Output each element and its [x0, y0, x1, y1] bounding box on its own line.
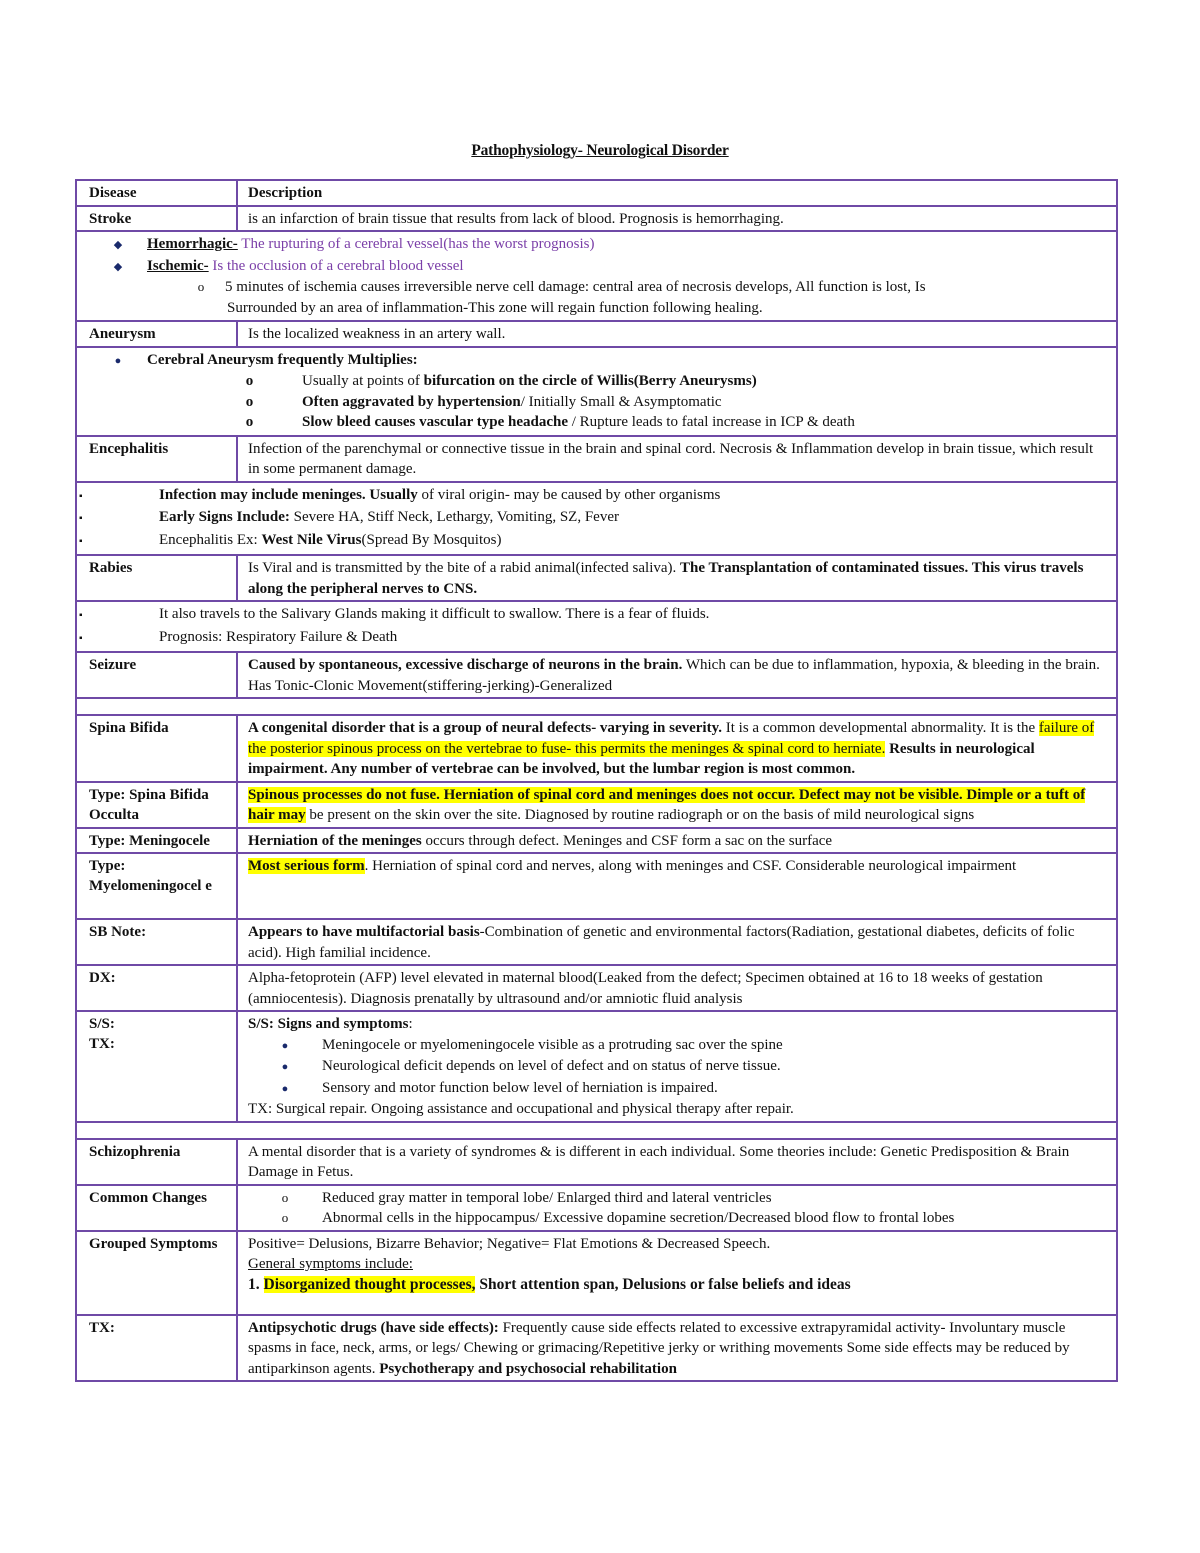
list-item: o Reduced gray matter in temporal lobe/ Enlarged third and lateral ventricles [248, 1188, 1108, 1209]
stroke-details [77, 232, 1116, 320]
table-row-stroke [77, 205, 1116, 231]
desc-rabies: Is Viral and is transmitted by the bite of a rabid animal(infected saliva). The Transplantation of contaminated tissues. This virus travels along the peripheral nerves to CNS. [248, 560, 1084, 597]
list-item: ▪ Encephalitis Ex: West Nile Virus(Spread By Mosquitos) [77, 530, 1108, 553]
dot-bullet-icon: ● [281, 1061, 289, 1073]
square-bullet-icon: ▪ [79, 610, 83, 621]
table-row-occulta [77, 781, 1116, 827]
disease-stroke: Stroke [77, 207, 238, 231]
desc-dx: Alpha-fetoprotein (AFP) level elevated in maternal blood(Leaked from the defect; Specimen obtained at 16 to 18 weeks of gestation (amniocentesis). Diagnosis prenatally by ultrasound and/or amniotic fluid analysis [248, 970, 1043, 1007]
disease-seizure: Seizure [77, 653, 238, 697]
desc-ss-tx: S/S: Signs and symptoms: ● Meningocele or myelomeningocele visible as a protruding sac over the spine ● Neurological deficit depends on level of defect and on status of nerve tissue. ● Sensory and motor function below level of herniation is impaired. TX: Surgical repair. Ongoing assistance and occupational and physical therapy after repair. [238, 1012, 1116, 1121]
table-row-grouped-symptoms [77, 1230, 1116, 1314]
disease-sb-note: SB Note: [77, 920, 238, 964]
list-item: ▪ Early Signs Include: Severe HA, Stiff Neck, Lethargy, Vomiting, SZ, Fever [77, 507, 1108, 530]
square-bullet-icon: ▪ [79, 490, 83, 502]
disease-common-changes: Common Changes [77, 1186, 238, 1230]
circle-bullet-icon: o [281, 1189, 289, 1205]
circle-bullet-icon: o [245, 393, 254, 410]
desc-sb-note: Appears to have multifactorial basis-Combination of genetic and environmental factors(Radiation, gestational diabetes, deficits of folic acid). High familial incidence. [248, 924, 1075, 961]
disease-occulta: Type: Spina Bifida Occulta [77, 783, 238, 827]
table-row-ss-tx [77, 1010, 1116, 1121]
table-row-encephalitis-details [77, 481, 1116, 555]
page-title: Pathophysiology- Neurological Disorder [471, 142, 729, 159]
dot-bullet-icon: ● [281, 1082, 289, 1095]
desc-stroke: is an infarction of brain tissue that results from lack of blood. Prognosis is hemorrhaging. [248, 210, 784, 227]
table-row-aneurysm [77, 320, 1116, 346]
circle-bullet-icon: o [281, 1210, 289, 1225]
table-row-spina-bifida [77, 714, 1116, 781]
list-item: ● Sensory and motor function below level of herniation is impaired. [248, 1078, 1108, 1100]
list-item: ● Cerebral Aneurysm frequently Multiplies: [77, 350, 1108, 372]
list-item: ● Neurological deficit depends on level of defect and on status of nerve tissue. [248, 1056, 1108, 1078]
dot-bullet-icon: ● [114, 354, 122, 367]
list-item: o Usually at points of bifurcation on the circle of Willis(Berry Aneurysms) [77, 371, 1108, 392]
square-bullet-icon: ▪ [79, 513, 83, 524]
list-item: o Often aggravated by hypertension/ Initially Small & Asymptomatic [77, 392, 1108, 413]
desc-encephalitis: Infection of the parenchymal or connective tissue in the brain and spinal cord. Necrosis & Inflammation develop in brain tissue, which result in some permanent damage. [248, 440, 1094, 477]
desc-tx: Antipsychotic drugs (have side effects): Frequently cause side effects related to excessive extrapyramidal activity- Involuntary muscle spasms in face, neck, arms, or legs/ Chewing or grimacing/Repetitive jerky or writhing movements Some side effects may be reduced by antiparkinson agents. Psychotherapy and psychosocial rehabilitation [248, 1319, 1070, 1377]
list-item: o Slow bleed causes vascular type headache / Rupture leads to fatal increase in ICP & death [77, 412, 1108, 433]
list-item: ◆ Ischemic- Is the occlusion of a cerebral blood vessel [77, 256, 1108, 278]
disease-meningocele: Type: Meningocele [77, 829, 238, 853]
dot-bullet-icon: ● [281, 1039, 289, 1052]
table-row-dx [77, 964, 1116, 1010]
desc-schizophrenia: A mental disorder that is a variety of syndromes & is different in each individual. Some theories include: Genetic Predisposition & Brain Damage in Fetus. [248, 1143, 1070, 1180]
table-row-schizophrenia [77, 1138, 1116, 1184]
stroke-subtext-continued: Surrounded by an area of inflammation-This zone will regain function following healing. [227, 299, 763, 316]
table-row-stroke-details [77, 230, 1116, 320]
rabies-details [77, 602, 1116, 651]
desc-meningocele: Herniation of the meninges occurs through defect. Meninges and CSF form a sac on the surface [248, 832, 833, 849]
disease-myelomeningocele: Type: Myelomeningocel e [77, 854, 238, 918]
list-item: ▪ It also travels to the Salivary Glands making it difficult to swallow. There is a fear of fluids. [77, 604, 1108, 627]
disease-dx: DX: [77, 966, 238, 1010]
table-row-empty [77, 1121, 1116, 1138]
disease-aneurysm: Aneurysm [77, 322, 238, 346]
disease-schizophrenia: Schizophrenia [77, 1140, 238, 1184]
list-item: o Abnormal cells in the hippocampus/ Excessive dopamine secretion/Decreased blood flow to frontal lobes [248, 1208, 1108, 1229]
table-row-tx [77, 1314, 1116, 1381]
table-row-sb-note [77, 918, 1116, 964]
disorder-table [75, 179, 1118, 1382]
disease-grouped-symptoms: Grouped Symptoms [77, 1232, 238, 1314]
list-item: ◆ Hemorrhagic- The rupturing of a cerebral vessel(has the worst prognosis) [77, 234, 1108, 256]
desc-aneurysm: Is the localized weakness in an artery wall. [248, 326, 506, 342]
list-item: ▪ Infection may include meninges. Usually of viral origin- may be caused by other organisms [77, 485, 1108, 508]
list-item: o 5 minutes of ischemia causes irreversible nerve cell damage: central area of necrosis develops, All function is lost, Is [77, 277, 1108, 298]
disease-encephalitis: Encephalitis [77, 437, 238, 481]
diamond-bullet-icon: ◆ [113, 239, 123, 251]
desc-common-changes [238, 1186, 1116, 1230]
table-row-rabies [77, 554, 1116, 600]
table-row-meningocele [77, 827, 1116, 853]
table-header-row [77, 181, 1116, 205]
square-bullet-icon: ▪ [79, 632, 83, 644]
circle-bullet-icon: o [197, 279, 205, 294]
disease-tx: TX: [77, 1316, 238, 1381]
desc-grouped-symptoms: Positive= Delusions, Bizarre Behavior; Negative= Flat Emotions & Decreased Speech. General symptoms include: 1. Disorganized thought processes, Short attention span, Delusions or false beliefs and ideas [248, 1235, 851, 1293]
diamond-bullet-icon: ◆ [113, 260, 123, 273]
table-row-encephalitis [77, 435, 1116, 481]
circle-bullet-icon: o [245, 414, 254, 430]
desc-spina-bifida: A congenital disorder that is a group of neural defects- varying in severity. It is a common developmental abnormality. It is the failure of the posterior spinous process on the vertebrae to fuse- this permits the meninges & spinal cord to herniate. Results in neurological impairment. Any number of vertebrae can be involved, but the lumbar region is most common. [248, 720, 1095, 777]
disease-ss-tx: S/S: TX: [77, 1012, 238, 1121]
circle-bullet-icon: o [245, 373, 254, 389]
aneurysm-details [77, 348, 1116, 435]
desc-seizure: Caused by spontaneous, excessive discharge of neurons in the brain. Which can be due to inflammation, hypoxia, & bleeding in the brain. Has Tonic-Clonic Movement(stiffering-jerking)-Generalized [248, 657, 1100, 694]
table-row-aneurysm-details [77, 346, 1116, 435]
desc-myelomeningocele: Most serious form. Herniation of spinal cord and nerves, along with meninges and CSF. Considerable neurological impairment [248, 858, 1017, 874]
table-row-myelomeningocele [77, 852, 1116, 918]
header-disease: Disease [77, 181, 238, 205]
list-item: ● Meningocele or myelomeningocele visible as a protruding sac over the spine [248, 1035, 1108, 1057]
table-row-empty [77, 697, 1116, 714]
square-bullet-icon: ▪ [79, 535, 83, 547]
encephalitis-details [77, 483, 1116, 555]
table-row-common-changes [77, 1184, 1116, 1230]
table-row-seizure [77, 651, 1116, 697]
table-row-rabies-details [77, 600, 1116, 651]
disease-spina-bifida: Spina Bifida [77, 716, 238, 781]
desc-occulta: Spinous processes do not fuse. Herniation of spinal cord and meninges does not occur. Defect may not be visible. Dimple or a tuft of hair may be present on the skin over the site. Diagnosed by routine radiograph or on the basis of mild neurological signs [248, 786, 1086, 823]
header-description: Description [248, 185, 323, 201]
list-item: ▪ Prognosis: Respiratory Failure & Death [77, 627, 1108, 650]
disease-rabies: Rabies [77, 556, 238, 600]
